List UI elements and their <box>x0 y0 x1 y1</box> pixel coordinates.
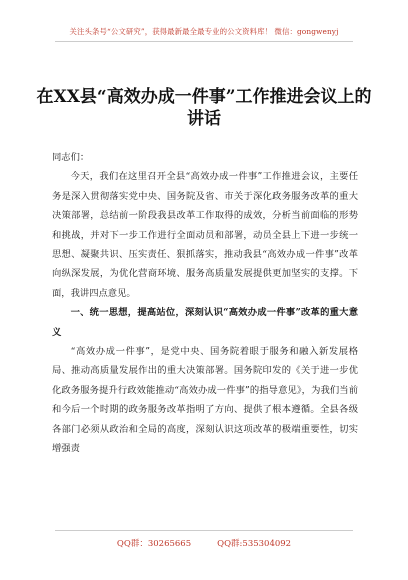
footer-divider <box>55 530 353 531</box>
footer-qq-group-2: QQ群:535304092 <box>217 539 292 549</box>
salutation: 同志们： <box>52 152 90 163</box>
body-paragraph-intro: 今天，我们在这里召开全县“高效办成一件事”工作推进会议，主要任务是深入贯彻落实党中央、国务院及省、市关于深化政务服务改革的重大决策部署，总结前一阶段我县改革工作取得的成效，分析当前面临的形势和挑战，并对下一步工作进行全面动员和部署，动员全县上下进一步统一思想、凝聚共识、压实责任、狠抓落实，推动我县“高效办成一件事”改革向纵深发展，为优化营商环境、服务高质量发展提供更加坚实的支撑。下面，我讲四点意见。 <box>52 171 358 299</box>
header-promo-note: 关注头条号“公文研究”，获得最新最全最专业的公文资料库！ 微信：gongwenyj <box>69 27 339 36</box>
body-paragraph-1: “高效办成一件事”，是党中央、国务院着眼于服务和融入新发展格局、推动高质量发展作出的重大决策部署。国务院印发的《关于进一步优化政务服务提升行政效能推动“高效办成一件事”的指导意见》，为我们当前和今后一个时期的政务服务改革指明了方向、提供了根本遵循。全县各级各部门必须从政治和全局的高度，深刻认识这项改革的极端重要性，切实增强责 <box>52 346 358 455</box>
section-heading-1: 一、统一思想，提高站位，深刻认识“高效办成一件事”改革的重大意义 <box>52 307 358 338</box>
header-divider <box>55 41 353 42</box>
document-title: 在XX县“高效办成一件事”工作推进会议上的讲话 <box>36 87 372 129</box>
footer-contact <box>0 537 408 549</box>
document-body <box>52 148 358 459</box>
footer-qq-group-1: QQ群：30265665 <box>116 539 192 549</box>
